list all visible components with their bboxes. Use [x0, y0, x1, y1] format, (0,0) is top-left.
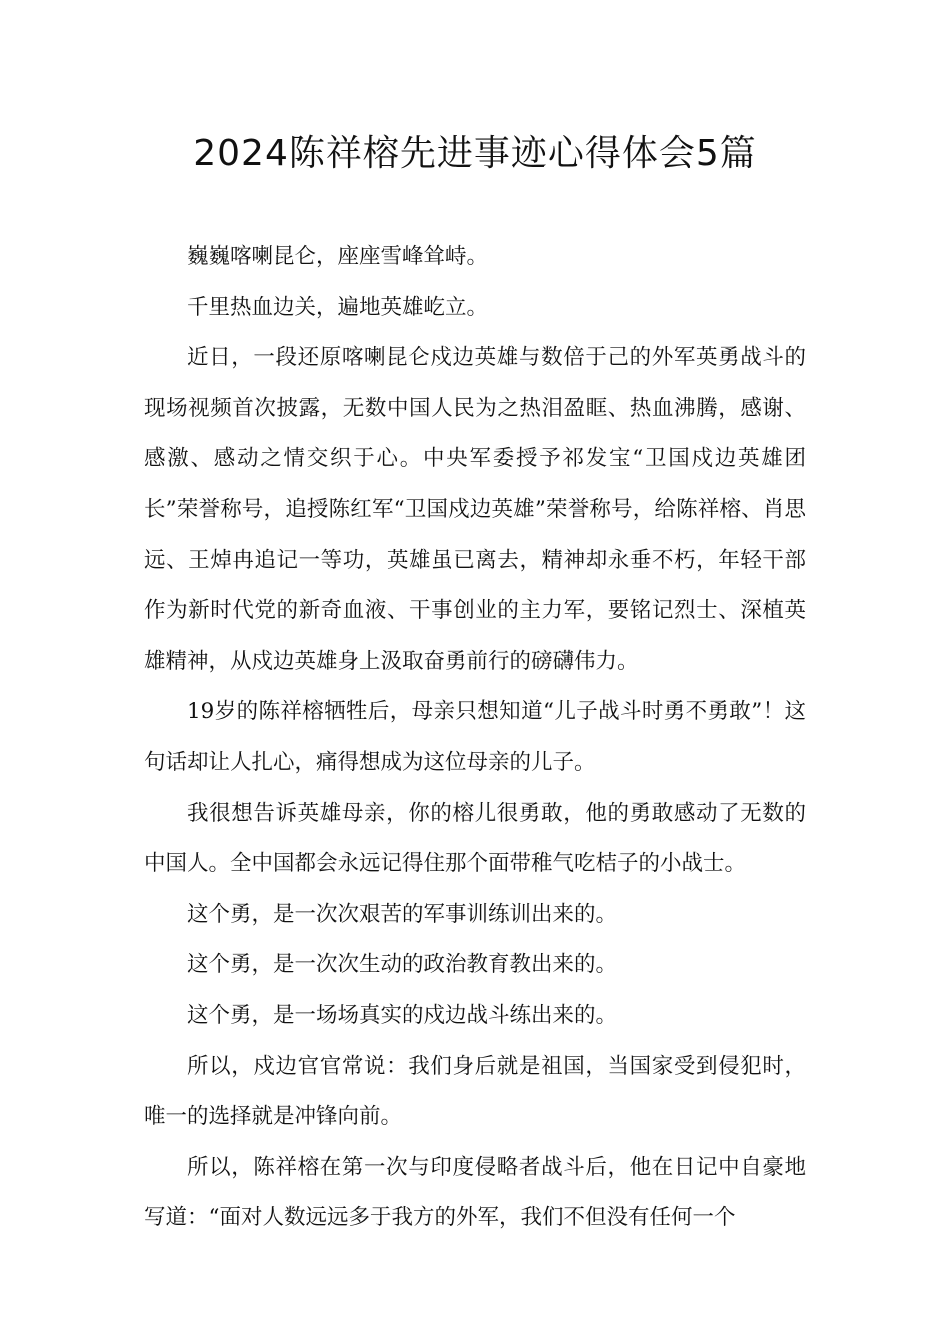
paragraph: 所以，戍边官官常说：我们身后就是祖国，当国家受到侵犯时，唯一的选择就是冲锋向前。 [144, 1053, 806, 1130]
paragraph: 这个勇，是一次次艰苦的军事训练训出来的。 [187, 901, 618, 927]
paragraph: 所以，陈祥榕在第一次与印度侵略者战斗后，他在日记中自豪地写道：“面对人数远远多于我方的外军，我们不但没有任何一个 [144, 1154, 806, 1231]
paragraph: 这个勇，是一场场真实的戍边战斗练出来的。 [187, 1002, 618, 1028]
paragraph: 19岁的陈祥榕牺牲后，母亲只想知道“儿子战斗时勇不勇敢”！这句话却让人扎心，痛得想成为这位母亲的儿子。 [144, 699, 806, 775]
paragraph: 千里热血边关，遍地英雄屹立。 [187, 294, 489, 320]
document-title: 2024陈祥榕先进事迹心得体会5篇 [193, 133, 757, 174]
paragraph: 这个勇，是一次次生动的政治教育教出来的。 [187, 952, 618, 978]
paragraph: 巍巍喀喇昆仑，座座雪峰耸峙。 [187, 244, 489, 269]
document-body [144, 232, 806, 1244]
paragraph: 我很想告诉英雄母亲，你的榕儿很勇敢，他的勇敢感动了无数的中国人。全中国都会永远记得住那个面带稚气吃桔子的小战士。 [144, 800, 806, 877]
paragraph: 近日，一段还原喀喇昆仑戍边英雄与数倍于己的外军英勇战斗的现场视频首次披露，无数中国人民为之热泪盈眶、热血沸腾，感谢、感激、感动之情交织于心。中央军委授予祁发宝“卫国戍边英雄团长”荣誉称号，追授陈红军“卫国戍边英雄”荣誉称号，给陈祥榕、肖思远、王焯冉追记一等功，英雄虽已离去，精神却永垂不朽，年轻干部作为新时代党的新奇血液、干事创业的主力军，要铭记烈士、深植英雄精神，从戍边英雄身上汲取奋勇前行的磅礴伟力。 [144, 345, 806, 674]
